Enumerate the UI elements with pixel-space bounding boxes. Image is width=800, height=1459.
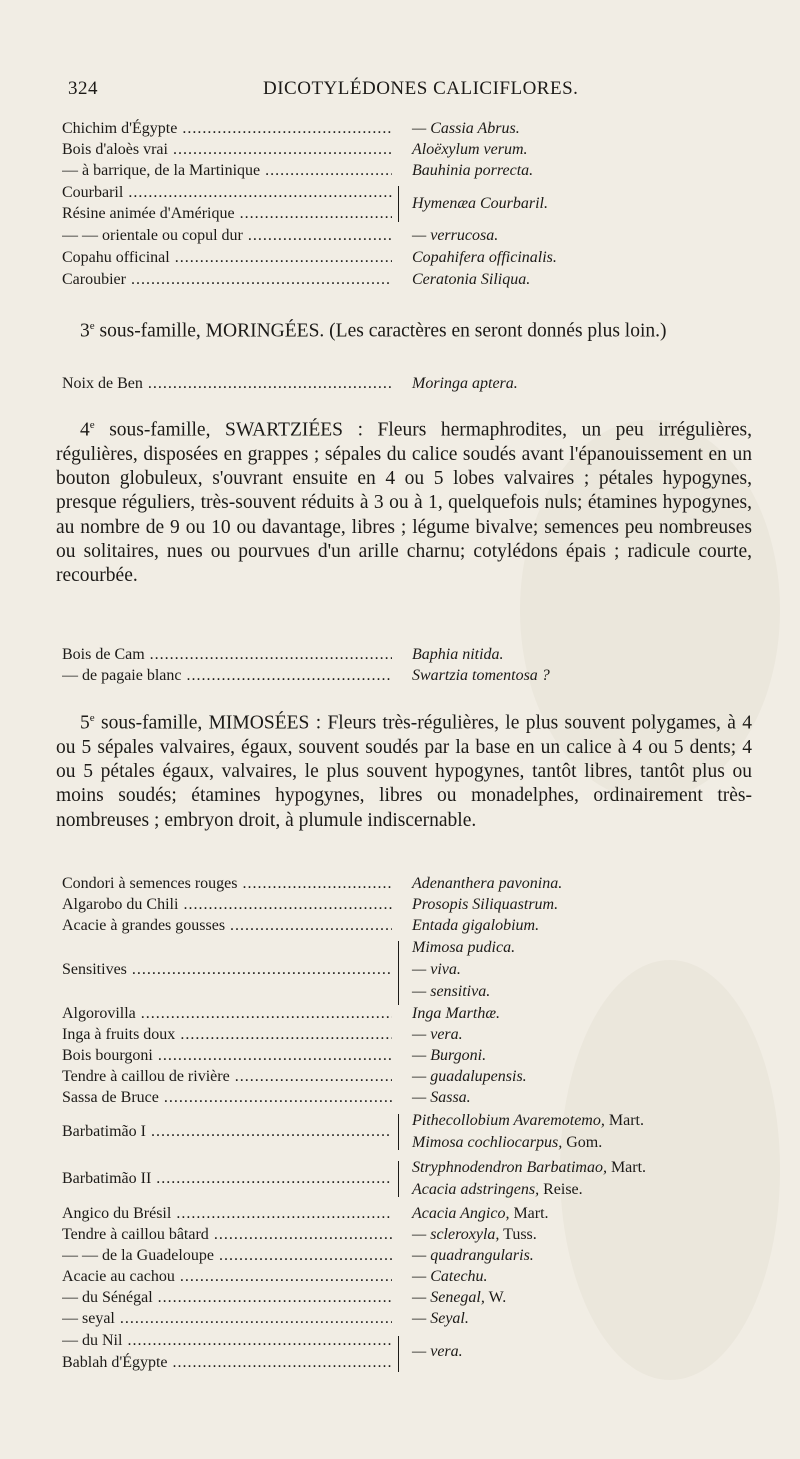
list-item: Barbatimão II ..... — [62, 1168, 762, 1190]
list-item: Bablah d'Égypte ..... — [62, 1352, 762, 1374]
list-item: Sassa de Bruce ..... — Sassa. — [62, 1087, 762, 1109]
braced-species: Hymenæa Courbaril. — [412, 195, 548, 212]
list-item: Bois de Cam ..... Baphia nitida. — [62, 644, 762, 666]
list-item: Algorovilla ..... Inga Marthæ. — [62, 1003, 762, 1025]
list-item: Pithecollobium Avaremotemo, Mart. — [412, 1112, 644, 1129]
list-item: Noix de Ben ..... Moringa aptera. — [62, 373, 762, 395]
list-item: — sensitiva. — [412, 983, 491, 1000]
list-item: Tendre à caillou bâtard ..... — scleroxyla, Tuss. — [62, 1224, 762, 1246]
list-item: Acacie à grandes gousses ..... Entada gigalobium. — [62, 915, 762, 937]
list-item: Condori à semences rouges ..... Adenanthera pavonina. — [62, 873, 762, 895]
list-item: — de pagaie blanc ..... Swartzia tomentosa ? — [62, 665, 762, 687]
list-item: Inga à fruits doux ..... — vera. — [62, 1024, 762, 1046]
list-item: — — orientale ou copul dur ..... — verrucosa. — [62, 225, 762, 247]
list-item: Chichim d'Égypte ..... — Cassia Abrus. — [62, 118, 762, 140]
list-item: — du Sénégal ..... — Senegal, W. — [62, 1287, 762, 1309]
list-item: — du Nil ..... — [62, 1330, 762, 1352]
list-item: Courbaril ..... — [62, 182, 762, 204]
list-item: Mimosa cochliocarpus, Gom. — [412, 1134, 603, 1151]
list-item: Copahu officinal ..... Copahifera officinalis. — [62, 247, 762, 269]
list-item: Bois bourgoni ..... — Burgoni. — [62, 1045, 762, 1067]
paragraph-mimosees: 5e sous-famille, MIMOSÉES : Fleurs très-régulières, le plus souvent polygames, à 4 ou 5 sépales valvaires, égaux, souvent soudés par la base en un calice à 4 ou 5 dents; 4 ou 5 pétales égaux, valvaires, le plus souvent hypogynes, tantôt libres, tantôt plus ou moins soudés; étamines hypogynes, libres ou monadelphes, ordinairement très-nombreuses ; embryon droit, à plumule indiscernable. — [56, 712, 752, 831]
page-number: 324 — [68, 78, 98, 99]
list-item: — seyal ..... — Seyal. — [62, 1308, 762, 1330]
list-item: Barbatimão I ..... — [62, 1121, 762, 1143]
braced-species: — vera. — [412, 1343, 463, 1360]
list-item: Tendre à caillou de rivière ..... — guadalupensis. — [62, 1066, 762, 1088]
list-item: Acacia adstringens, Reise. — [412, 1181, 583, 1198]
paragraph-swartziees: 4e sous-famille, SWARTZIÉES : Fleurs hermaphrodites, un peu irrégulières, régulières, disposées en grappes ; sépales du calice soudés avant l'épanouissement en un bouton globuleux, s'ouvrant ensuite en 4 ou 5 lobes valvaires ; pétales hypogynes, presque réguliers, très-souvent réduits à 3 ou à 1, quelquefois nuls; étamines hypogynes, au nombre de 9 ou 10 ou davantage, libres ; légume bivalve; semences peu nombreuses ou solitaires, nues ou pourvues d'un arille charnu; cotylédons épais ; radicule courte, recourbée. — [56, 419, 752, 587]
list-item: Algarobo du Chili ..... Prosopis Siliquastrum. — [62, 894, 762, 916]
list-item: Angico du Brésil ..... Acacia Angico, Mart. — [62, 1203, 762, 1225]
list-item: Mimosa pudica. — [412, 939, 516, 956]
list-item: Caroubier ..... Ceratonia Siliqua. — [62, 269, 762, 291]
list-item: — — de la Guadeloupe ..... — quadrangularis. — [62, 1245, 762, 1267]
list-item: Stryphnodendron Barbatimao, Mart. — [412, 1159, 647, 1176]
list-item: Résine animée d'Amérique ..... — [62, 203, 762, 225]
list-item: — à barrique, de la Martinique ..... Bauhinia porrecta. — [62, 160, 762, 182]
paragraph-moringees: 3e sous-famille, MORINGÉES. (Les caractères en seront donnés plus loin.) — [80, 320, 667, 342]
list-item: Sensitives ..... — viva. — [62, 959, 762, 981]
list-item: Bois d'aloès vrai ..... Aloëxylum verum. — [62, 139, 762, 161]
running-title: DICOTYLÉDONES CALICIFLORES. — [263, 78, 579, 99]
page-header — [68, 78, 760, 108]
list-item: Acacie au cachou ..... — Catechu. — [62, 1266, 762, 1288]
